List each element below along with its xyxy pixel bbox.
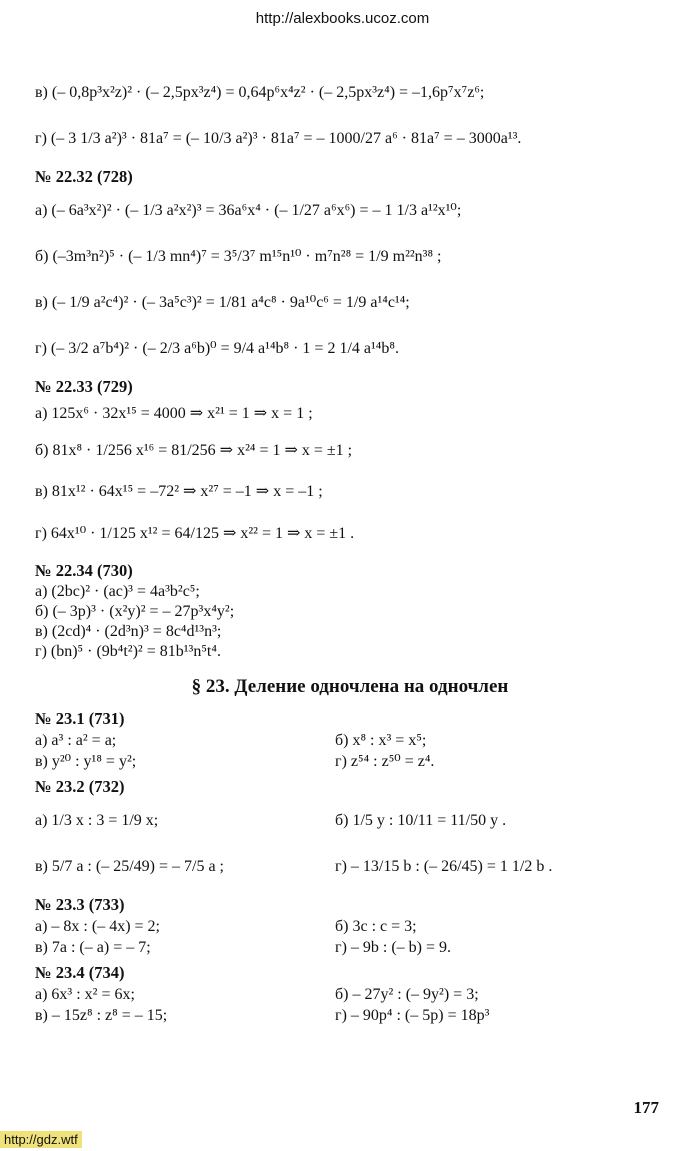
solution-line: г) 64x¹⁰ · 1/125 x¹² = 64/125 ⇒ x²² = 1 ⇒ x = ±1 . bbox=[35, 525, 355, 542]
solution-row bbox=[35, 1005, 665, 1026]
problem-heading: № 22.32 (728) bbox=[35, 167, 133, 186]
problem-heading: № 23.3 (733) bbox=[35, 895, 125, 914]
solution-line: в) (– 1/9 a²c⁴)² · (– 3a⁵c³)² = 1/81 a⁴c⁸ · 9a¹⁰c⁶ = 1/9 a¹⁴c¹⁴; bbox=[35, 294, 410, 311]
solution-cell: г) z⁵⁴ : z⁵⁰ = z⁴. bbox=[335, 753, 435, 770]
header-url: http://alexbooks.ucoz.com bbox=[255, 10, 430, 27]
solution-cell: г) – 9b : (– b) = 9. bbox=[335, 939, 452, 956]
solution-cell: б) 1/5 y : 10/11 = 11/50 y . bbox=[335, 812, 507, 829]
solution-row bbox=[35, 916, 665, 937]
solution-line: г) (– 3 1/3 a²)³ · 81a⁷ = (– 10/3 a²)³ · 81a⁷ = – 1000/27 a⁶ · 81a⁷ = – 3000a¹³. bbox=[35, 130, 522, 147]
footer-site-link[interactable]: http://gdz.wtf bbox=[0, 1131, 82, 1148]
solution-line: а) (2bc)² · (ac)³ = 4a³b²c⁵; bbox=[35, 583, 200, 600]
solution-line: г) (– 3/2 a⁷b⁴)² · (– 2/3 a⁶b)⁰ = 9/4 a¹⁴b⁸ · 1 = 2 1/4 a¹⁴b⁸. bbox=[35, 340, 399, 357]
solution-cell: в) 7a : (– a) = – 7; bbox=[35, 939, 151, 956]
solution-cell: б) x⁸ : x³ = x⁵; bbox=[335, 732, 427, 749]
page-number: 177 bbox=[633, 1098, 659, 1117]
solution-cell: а) – 8x : (– 4x) = 2; bbox=[35, 918, 160, 935]
solution-cell: а) 1/3 x : 3 = 1/9 x; bbox=[35, 812, 159, 829]
solution-cell: б) 3c : c = 3; bbox=[335, 918, 417, 935]
solution-row bbox=[35, 984, 665, 1005]
solution-cell: б) – 27y² : (– 9y²) = 3; bbox=[335, 986, 479, 1003]
solution-cell: в) 5/7 a : (– 25/49) = – 7/5 a ; bbox=[35, 858, 224, 875]
problem-heading: № 23.1 (731) bbox=[35, 709, 125, 728]
problem-heading: № 22.33 (729) bbox=[35, 377, 133, 396]
solution-cell: г) – 13/15 b : (– 26/45) = 1 1/2 b . bbox=[335, 858, 553, 875]
solution-line: б) 81x⁸ · 1/256 x¹⁶ = 81/256 ⇒ x²⁴ = 1 ⇒ x = ±1 ; bbox=[35, 442, 353, 459]
content bbox=[35, 70, 665, 1026]
solution-row bbox=[35, 751, 665, 772]
solution-line: б) (– 3p)³ · (x²y)² = – 27p³x⁴y²; bbox=[35, 603, 235, 620]
solution-line: а) 125x⁶ · 32x¹⁵ = 4000 ⇒ x²¹ = 1 ⇒ x = 1 ; bbox=[35, 405, 313, 422]
solution-row bbox=[35, 798, 665, 844]
solution-cell: в) y²⁰ : y¹⁸ = y²; bbox=[35, 753, 137, 770]
solution-row bbox=[35, 730, 665, 751]
solution-line: г) (bn)⁵ · (9b⁴t²)² = 81b¹³n⁵t⁴. bbox=[35, 643, 221, 660]
solution-line: б) (–3m³n²)⁵ · (– 1/3 mn⁴)⁷ = 3⁵/3⁷ m¹⁵n¹⁰ · m⁷n²⁸ = 1/9 m²²n³⁸ ; bbox=[35, 248, 442, 265]
solution-cell: г) – 90p⁴ : (– 5p) = 18p³ bbox=[335, 1007, 490, 1024]
solution-row bbox=[35, 844, 665, 890]
solution-cell: а) a³ : a² = a; bbox=[35, 732, 117, 749]
solution-line: в) (– 0,8p³x²z)² · (– 2,5px³z⁴) = 0,64p⁶x⁴z² · (– 2,5px³z⁴) = –1,6p⁷x⁷z⁶; bbox=[35, 84, 485, 101]
solution-cell: в) – 15z⁸ : z⁸ = – 15; bbox=[35, 1007, 168, 1024]
solution-line: в) (2cd)⁴ · (2d³n)³ = 8c⁴d¹³n³; bbox=[35, 623, 222, 640]
section-title: § 23. Деление одночлена на одночлен bbox=[191, 676, 509, 697]
problem-heading: № 23.2 (732) bbox=[35, 777, 125, 796]
solution-cell: а) 6x³ : x² = 6x; bbox=[35, 986, 135, 1003]
problem-heading: № 23.4 (734) bbox=[35, 963, 125, 982]
solution-line: в) 81x¹² · 64x¹⁵ = –72² ⇒ x²⁷ = –1 ⇒ x = –1 ; bbox=[35, 483, 323, 500]
solution-line: а) (– 6a³x²)² · (– 1/3 a²x²)³ = 36a⁶x⁴ · (– 1/27 a⁶x⁶) = – 1 1/3 a¹²x¹⁰; bbox=[35, 202, 462, 219]
solution-row bbox=[35, 937, 665, 958]
problem-heading: № 22.34 (730) bbox=[35, 561, 133, 580]
